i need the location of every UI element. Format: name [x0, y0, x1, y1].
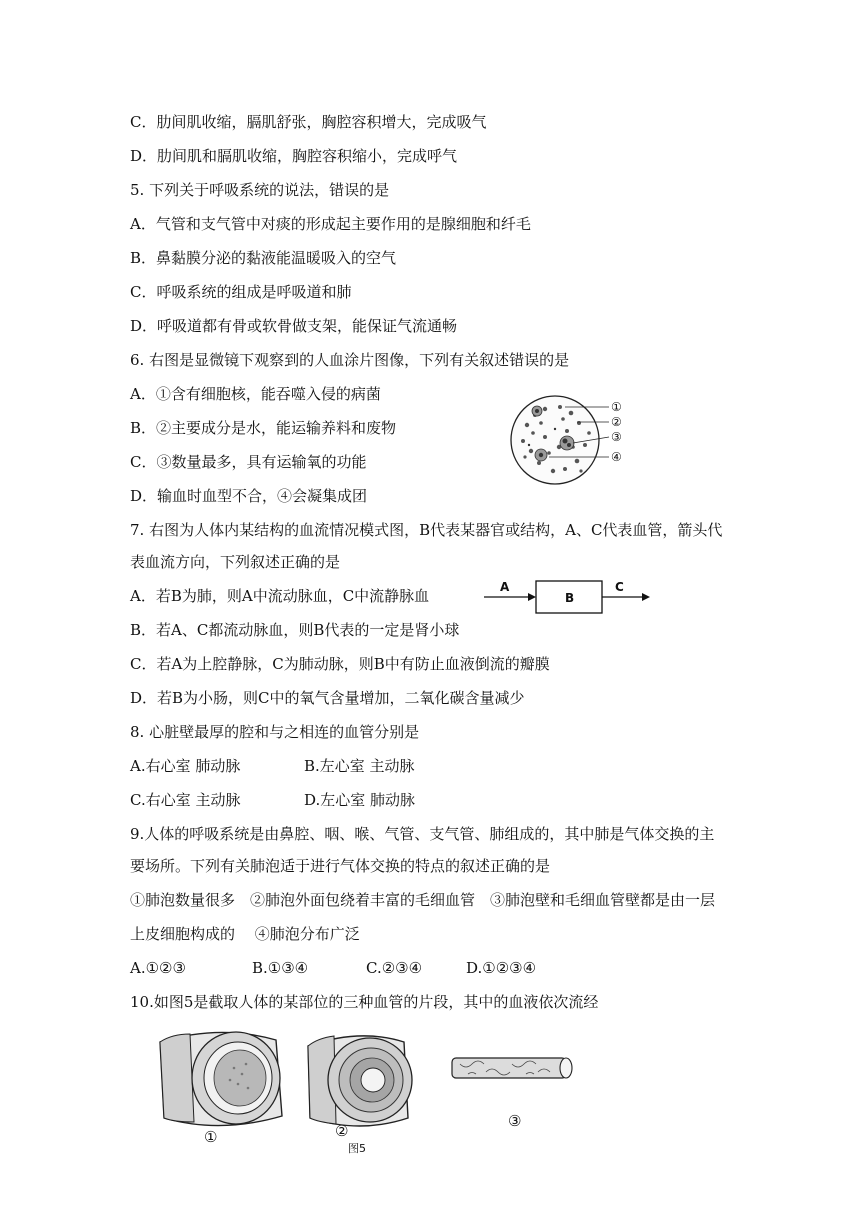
- blood-flow-diagram: [480, 575, 655, 615]
- blood-smear-label-2: ②: [611, 415, 622, 429]
- q5-option-b: B．鼻黏膜分泌的黏液能温暖吸入的空气: [130, 249, 397, 267]
- q6-option-b: B．②主要成分是水，能运输养料和废物: [130, 419, 397, 437]
- q5-option-a: A．气管和支气管中对痰的形成起主要作用的是腺细胞和纤毛: [130, 215, 531, 233]
- q5-option-c: C．呼吸系统的组成是呼吸道和肺: [130, 283, 352, 301]
- q8-option-c: C.右心室 主动脉: [130, 791, 241, 809]
- q9-option-d: D.①②③④: [466, 959, 537, 977]
- figure-5-caption: 图5: [348, 1142, 366, 1155]
- q9-items-line1: ①肺泡数量很多 ②肺泡外面包绕着丰富的毛细血管 ③肺泡壁和毛细血管壁都是由一层: [130, 891, 716, 909]
- q10-stem: 10.如图5是截取人体的某部位的三种血管的片段，其中的血液依次流经: [130, 993, 599, 1011]
- q9-items-line2: 上皮细胞构成的 ④肺泡分布广泛: [130, 925, 360, 943]
- q6-option-a: A．①含有细胞核，能吞噬入侵的病菌: [130, 385, 381, 403]
- q7-option-c: C．若A为上腔静脉，C为肺动脉，则B中有防止血液倒流的瓣膜: [130, 655, 550, 673]
- blood-smear-label-1: ①: [611, 400, 622, 414]
- blood-smear-label-4: ④: [611, 450, 622, 464]
- q7-option-a: A．若B为肺，则A中流动脉血，C中流静脉血: [130, 587, 430, 605]
- q4-option-d: D．肋间肌和膈肌收缩，胸腔容积缩小，完成呼气: [130, 147, 458, 165]
- q8-option-b: B.左心室 主动脉: [304, 757, 415, 775]
- capillary-illustration: [452, 1058, 572, 1078]
- vessel-label-3: ③: [508, 1112, 522, 1130]
- blood-smear-label-3: ③: [611, 430, 622, 444]
- q9-option-a: A.①②③: [130, 959, 186, 977]
- q6-stem: 6. 右图是显微镜下观察到的人血涂片图像，下列有关叙述错误的是: [130, 351, 570, 369]
- flow-label-b: B: [565, 591, 575, 605]
- q8-stem: 8. 心脏壁最厚的腔和与之相连的血管分别是: [130, 723, 420, 741]
- blood-smear-figure: [505, 385, 635, 495]
- q8-option-d: D.左心室 肺动脉: [304, 791, 416, 809]
- artery-illustration: [308, 1036, 412, 1126]
- vein-illustration: [160, 1032, 282, 1126]
- q5-option-d: D．呼吸道都有骨或软骨做支架，能保证气流通畅: [130, 317, 458, 335]
- q9-stem-line2: 要场所。下列有关肺泡适于进行气体交换的特点的叙述正确的是: [130, 857, 551, 875]
- q8-option-a: A.右心室 肺动脉: [130, 757, 241, 775]
- q7-option-b: B．若A、C都流动脉血，则B代表的一定是肾小球: [130, 621, 460, 639]
- q7-stem-line2: 表血流方向，下列叙述正确的是: [130, 553, 341, 571]
- q7-stem-line1: 7. 右图为人体内某结构的血流情况模式图，B代表某器官或结构，A、C代表血管，箭头代: [130, 521, 723, 539]
- vessel-label-2: ②: [335, 1122, 349, 1140]
- flow-label-a: A: [500, 580, 510, 594]
- q5-stem: 5. 下列关于呼吸系统的说法，错误的是: [130, 181, 390, 199]
- flow-label-c: C: [615, 580, 624, 594]
- blood-vessel-figure: [150, 1024, 580, 1159]
- q9-option-b: B.①③④: [252, 959, 309, 977]
- q6-option-d: D．输血时血型不合，④会凝集成团: [130, 487, 368, 505]
- q9-stem-line1: 9.人体的呼吸系统是由鼻腔、咽、喉、气管、支气管、肺组成的，其中肺是气体交换的主: [130, 825, 715, 843]
- q4-option-c: C．肋间肌收缩，膈肌舒张，胸腔容积增大，完成吸气: [130, 113, 487, 131]
- q6-option-c: C．③数量最多，具有运输氧的功能: [130, 453, 367, 471]
- q9-option-c: C.②③④: [366, 959, 423, 977]
- q7-option-d: D．若B为小肠，则C中的氧气含量增加，二氧化碳含量减少: [130, 689, 525, 707]
- vessel-label-1: ①: [204, 1128, 218, 1146]
